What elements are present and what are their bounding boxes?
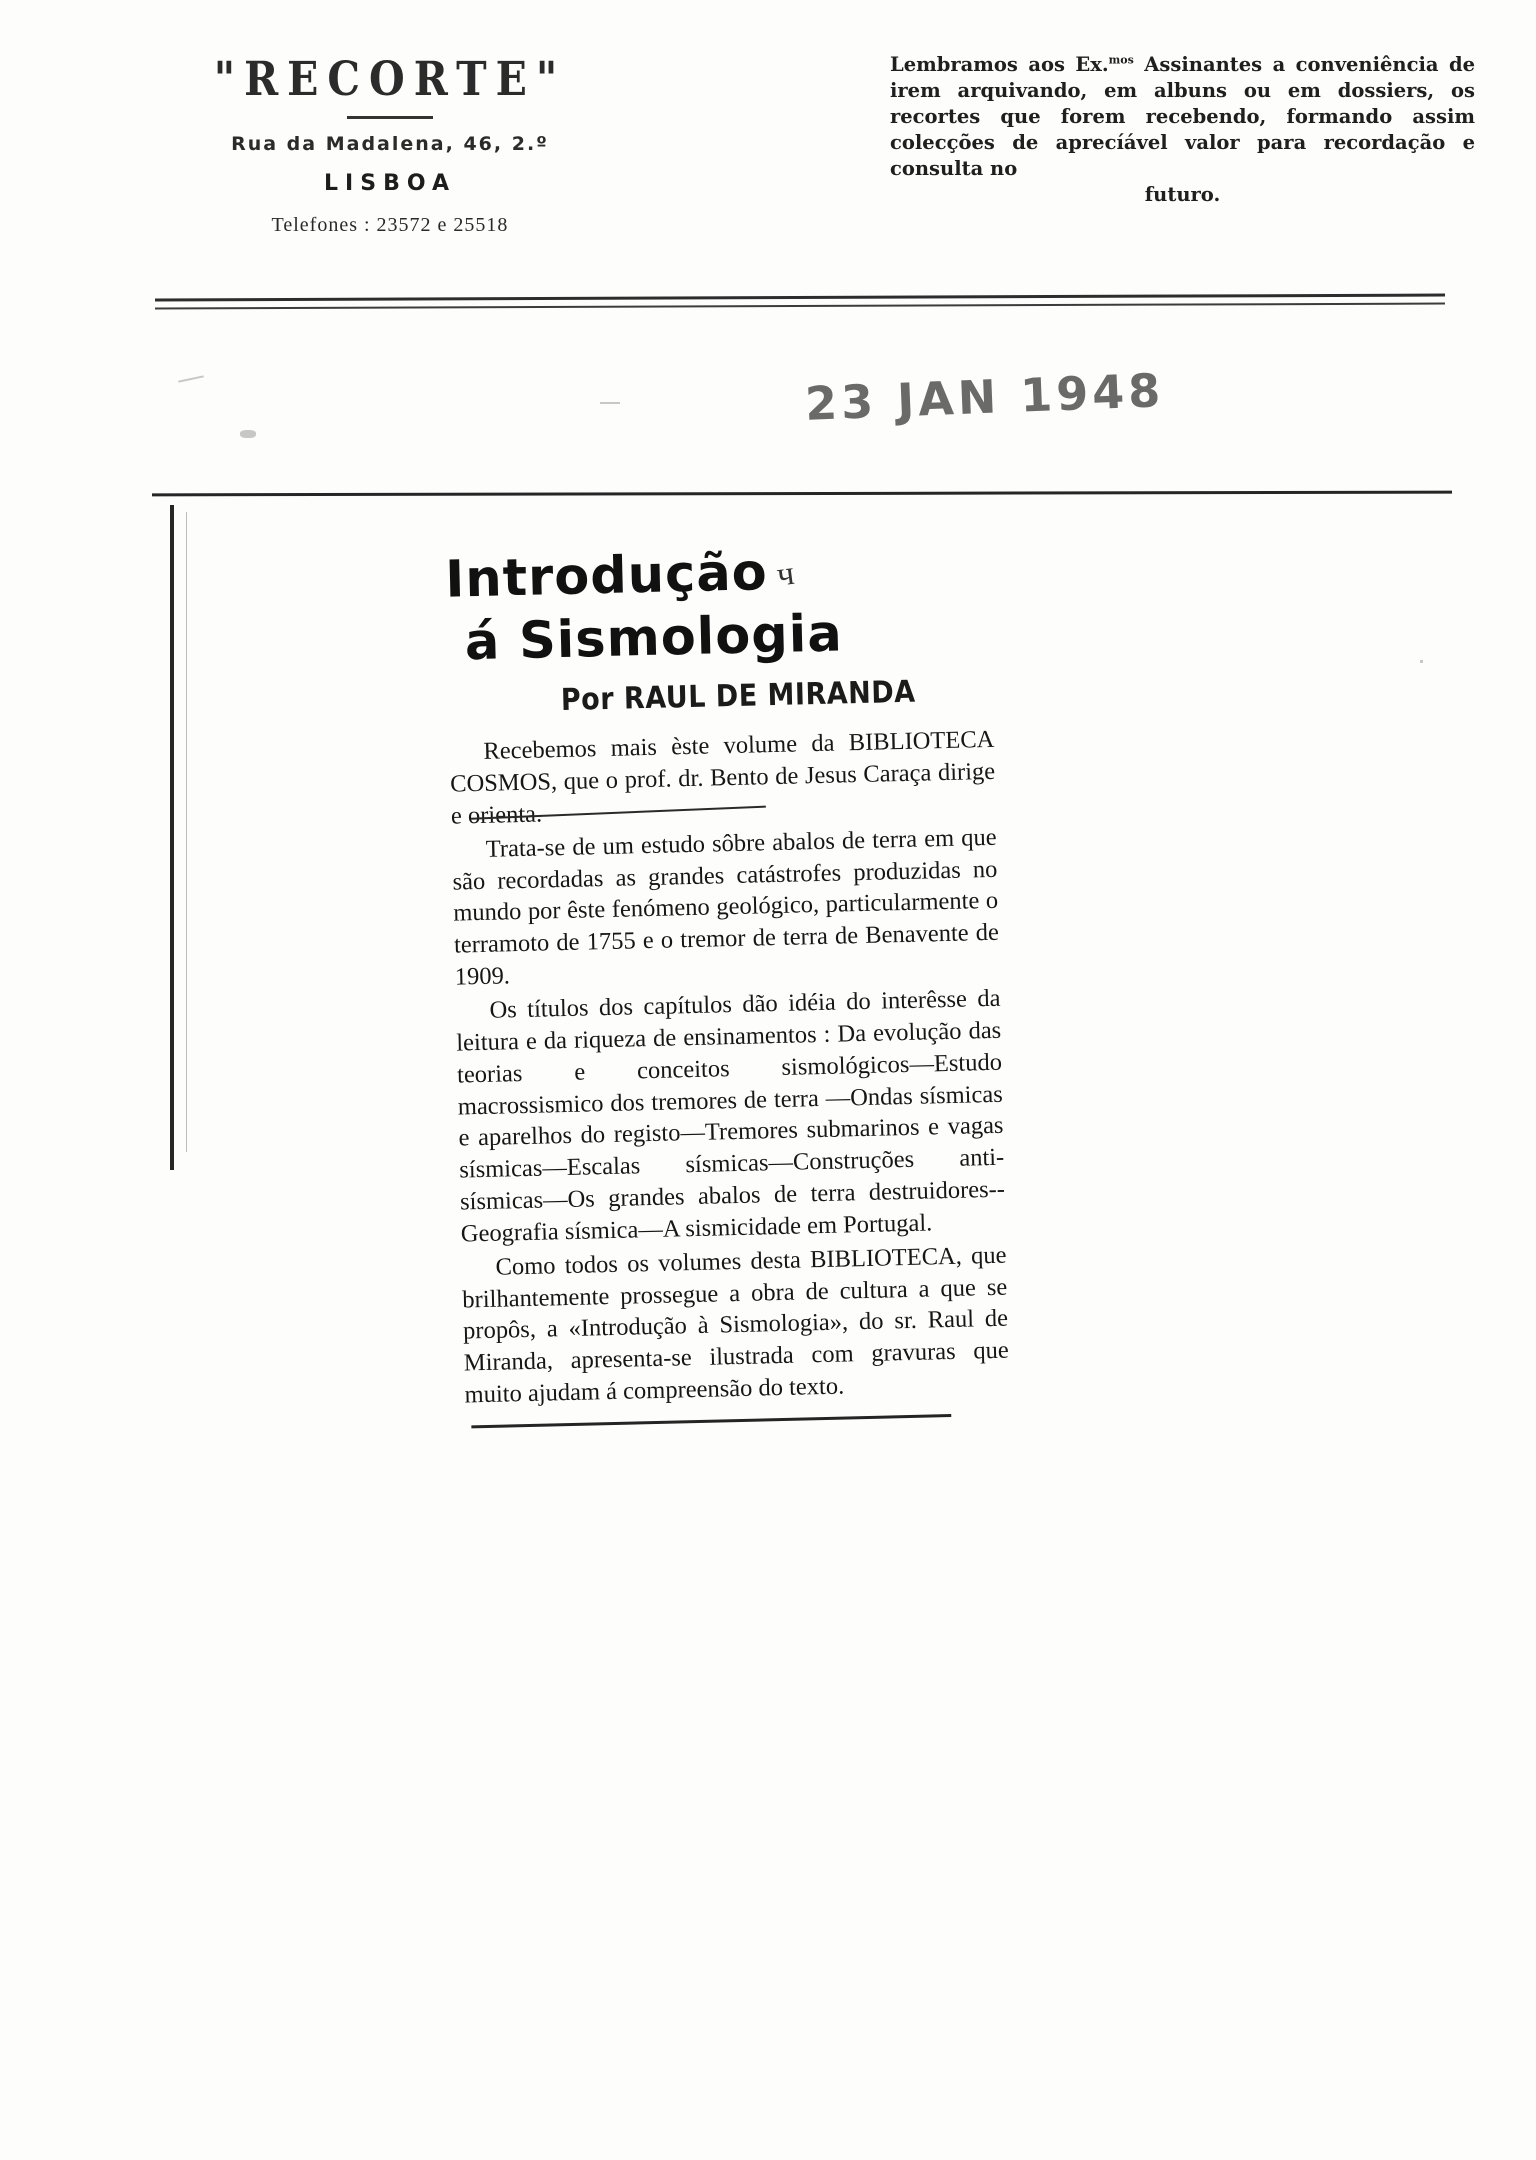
article-author: Por RAUL DE MIRANDA: [560, 675, 916, 719]
clipping-top-border: [152, 491, 1452, 497]
scan-artifact: [240, 430, 256, 438]
header-separator-line-1: [155, 294, 1445, 302]
article-end-rule: [471, 1414, 951, 1428]
company-city: LISBOA: [324, 171, 456, 196]
article-paragraph: Recebemos mais èste volume da BIBLIOTECA COSMOS, que o prof. dr. Bento de Jesus Caraça dirige e orienta.: [449, 726, 996, 830]
company-phones: Telefones : 23572 e 25518: [271, 214, 509, 236]
clipping-left-border: [170, 505, 174, 1170]
article-title-line-2: á Sismologia: [464, 604, 844, 673]
news-clipping-article: [445, 539, 1026, 1429]
article-paragraph: Os títulos dos capítulos dão idéia do interêsse da leitura e da riqueza de ensinamentos : Da evolução das teorias e conceitos sismológicos—Estudo macrossismico dos tremores de terra —Ondas sísmicas e aparelhos do registo—Tremores submarinos e vagas sísmicas—Escalas sísmicas—Construções anti-sísmicas—Os grandes abalos de terra destruidores--Geografia sísmica—A sismicidade em Portugal.: [456, 984, 1006, 1248]
article-paragraph: Como todos os volumes desta BIBLIOTECA, que brilhantemente prossegue a obra de cultura a que se propôs, a «Introdução à Sismologia», do sr. Raul de Miranda, apresenta-se ilustrada com gravuras que muito ajudam á compreensão do texto.: [462, 1241, 1010, 1409]
company-address: Rua da Madalena, 46, 2.º: [231, 133, 549, 155]
article-title-line-1: Introdução ч: [444, 543, 798, 610]
subscriber-notice: [890, 52, 1475, 208]
clipping-left-border-faint: [186, 512, 187, 1152]
article-paragraph: Trata-se de um estudo sôbre abalos de terra em que são recordadas as grandes catástrofes produzidas no mundo por êste fenómeno geológico, particularmente o terramoto de 1755 e o tremor de terra de Benavente de 1909.: [452, 823, 1000, 991]
header-separator-line-2: [155, 303, 1445, 310]
subscriber-notice-text: Lembramos aos Ex.$^{mos}$ Assinantes a conveniência de irem arquivando, em albuns ou em dossiers, os recortes que forem recebendo, formando assim colecções de aprecíável valor para recordação e consulta no: [890, 53, 1475, 180]
date-stamp: 23 JAN 1948: [804, 363, 1166, 431]
scan-artifact: [178, 375, 204, 382]
scan-artifact: [600, 402, 620, 404]
letterhead-left: [150, 51, 630, 237]
article-body: [449, 724, 1010, 1428]
divider-rule: [347, 116, 433, 119]
company-name: "RECORTE": [213, 51, 567, 107]
subscriber-notice-last-line: futuro.: [1144, 182, 1221, 206]
scan-artifact: [1420, 660, 1423, 663]
header-separator: [155, 296, 1445, 306]
handwritten-mark: ч: [774, 554, 798, 594]
article-title: [445, 539, 1008, 672]
